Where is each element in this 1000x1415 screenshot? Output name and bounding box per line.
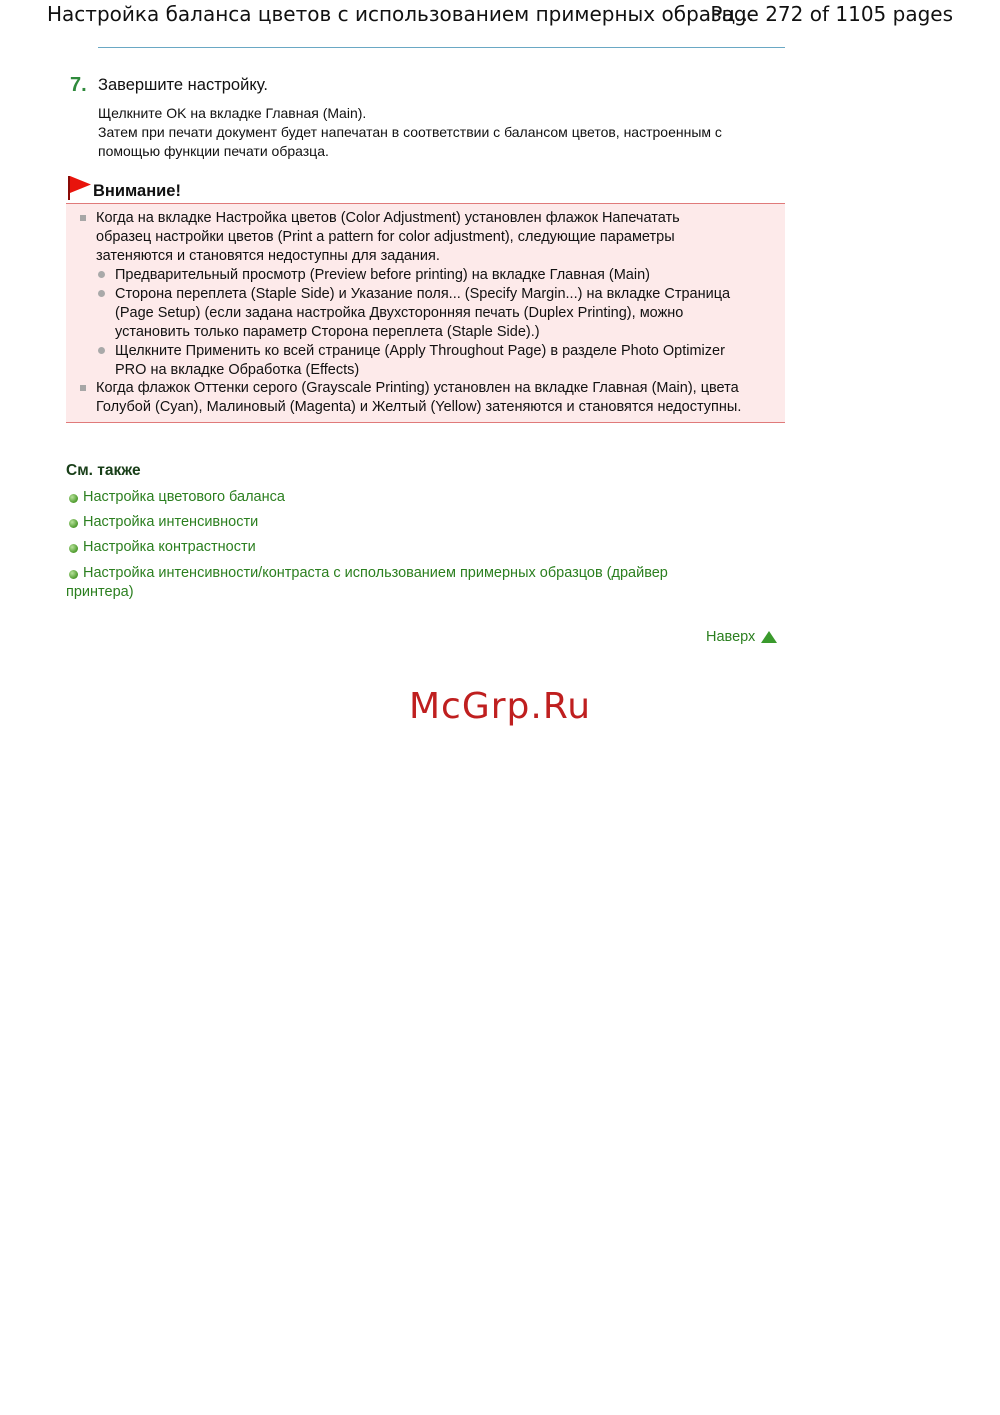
back-to-top-link[interactable]: Наверх [706,629,756,645]
attention-title: Внимание! [93,182,181,200]
arrow-up-icon[interactable] [761,631,777,643]
bullet-dot-icon [98,290,105,297]
attention-subitem-line: Предварительный просмотр (Preview before printing) на вкладке Главная (Main) [115,267,650,283]
see-also-heading: См. также [66,462,141,479]
bullet-dot-icon [98,271,105,278]
attention-item-line: затеняются и становятся недоступны для задания. [96,248,440,264]
link-intensity-contrast-pattern[interactable]: Настройка интенсивности/контраста с использованием примерных образцов (драйвер [83,565,668,581]
link-bullet-icon [69,544,78,553]
attention-item-line: Голубой (Cyan), Малиновый (Magenta) и Желтый (Yellow) затеняются и становятся недоступны. [96,399,742,415]
step-title: Завершите настройку. [98,76,268,94]
attention-item-line: Когда на вкладке Настройка цветов (Color Adjustment) установлен флажок Напечатать [96,210,680,226]
bullet-square-icon [80,385,86,391]
attention-item-line: образец настройки цветов (Print a pattern for color adjustment), следующие параметры [96,229,675,245]
attention-subitem-line: PRO на вкладке Обработка (Effects) [115,362,360,378]
attention-subitem-line: (Page Setup) (если задана настройка Двухсторонняя печать (Duplex Printing), можно [115,305,684,321]
bullet-dot-icon [98,347,105,354]
bullet-square-icon [80,215,86,221]
header-divider [98,47,785,48]
attention-flag-icon [66,175,92,201]
link-intensity[interactable]: Настройка интенсивности [83,514,259,530]
page-indicator: Page 272 of 1105 pages [710,2,953,26]
step-line: помощью функции печати образца. [98,143,329,159]
link-bullet-icon [69,570,78,579]
step-number: 7. [70,74,87,96]
watermark: McGrp.Ru [408,686,592,727]
link-intensity-contrast-pattern-cont[interactable]: принтера) [66,584,134,600]
attention-subitem-line: Сторона переплета (Staple Side) и Указание поля... (Specify Margin...) на вкладке Страница [115,286,731,302]
link-bullet-icon [69,494,78,503]
attention-subitem-line: Щелкните Применить ко всей странице (Apply Throughout Page) в разделе Photo Optimizer [115,343,725,359]
link-color-balance[interactable]: Настройка цветового баланса [83,489,285,505]
link-contrast[interactable]: Настройка контрастности [83,539,256,555]
step-line: Щелкните OK на вкладке Главная (Main). [98,105,367,121]
link-bullet-icon [69,519,78,528]
step-description [98,104,778,161]
attention-subitem-line: установить только параметр Сторона переплета (Staple Side).) [115,324,540,340]
step-line: Затем при печати документ будет напечатан в соответствии с балансом цветов, настроенным с [98,124,722,140]
document-title: Настройка баланса цветов с использованием примерных образц... [47,2,755,26]
attention-item-line: Когда флажок Оттенки серого (Grayscale Printing) установлен на вкладке Главная (Main), цвета [96,380,739,396]
